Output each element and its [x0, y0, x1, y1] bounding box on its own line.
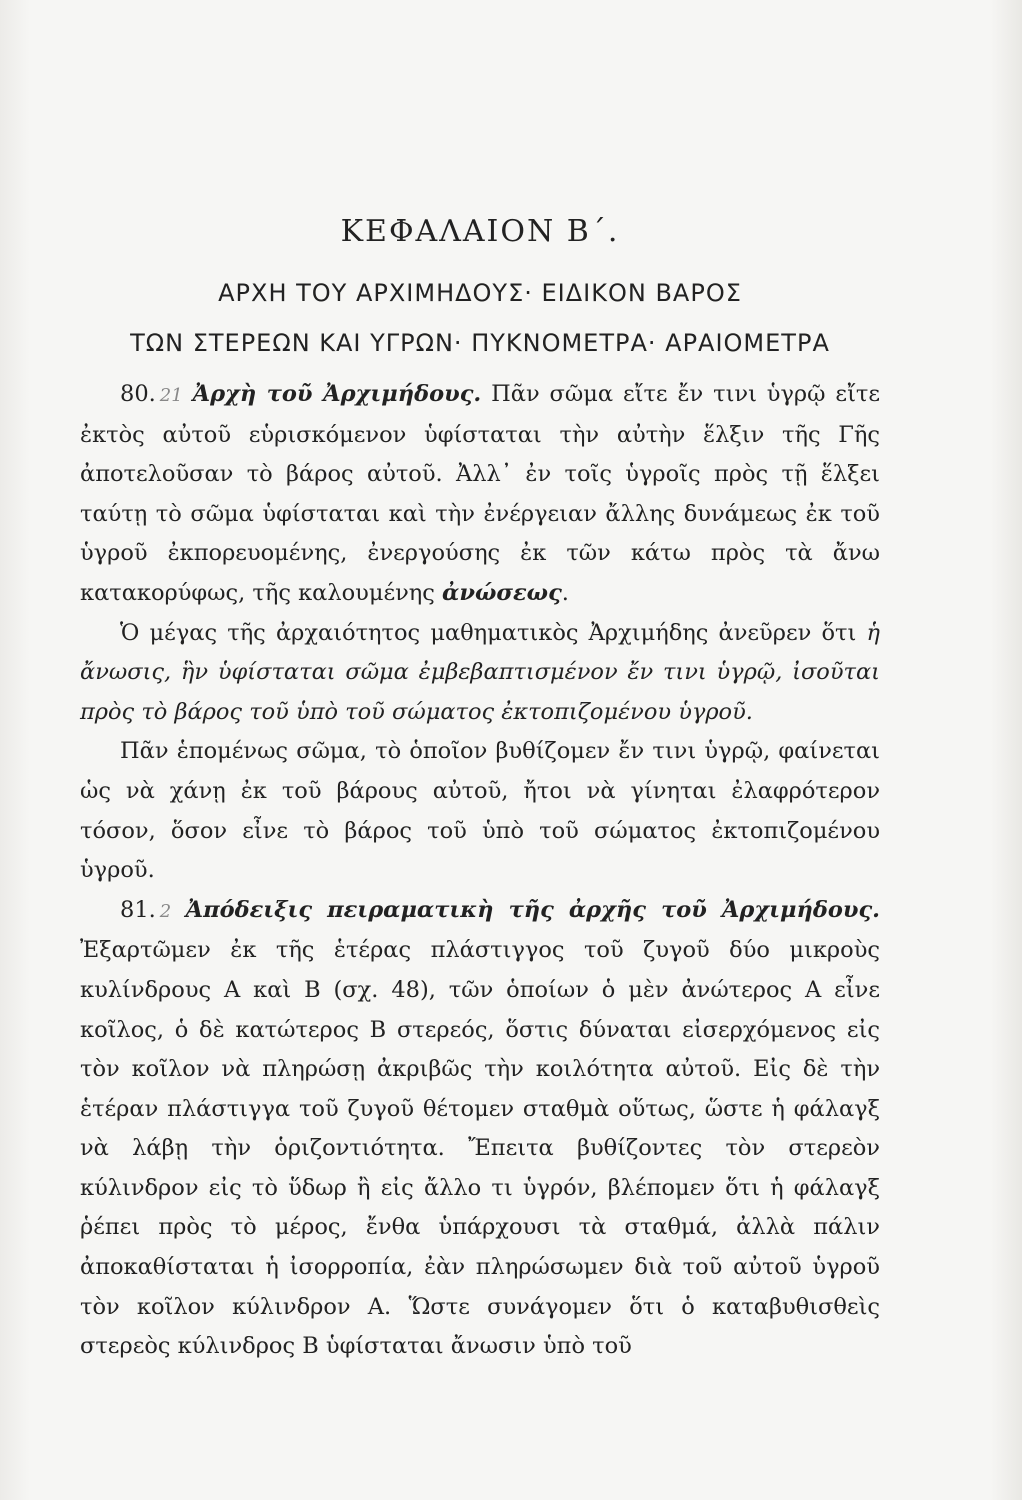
page-content — [80, 214, 880, 1367]
paragraph-text: Ἐξαρτῶμεν ἐκ τῆς ἑτέρας πλάστιγγος τοῦ ζυγοῦ δύο μικροὺς κυλίνδρους Α καὶ Β (σχ. 48), τῶν ὁποίων ὁ μὲν ἀνώτερος Α εἶνε κοῖλος, ὁ δὲ κατώτερος Β στερεός, ὅστις δύναται εἰσερχόμενος εἰς τὸν κοῖλον νὰ πληρώσῃ ἀκριβῶς τὴν κοιλότητα αὐτοῦ. Εἰς δὲ τὴν ἑτέραν πλάστιγγα τοῦ ζυγοῦ θέτομεν σταθμὰ οὕτως, ὥστε ἡ φάλαγξ νὰ λάβῃ τὴν ὁριζοντιότητα. Ἔπειτα βυθίζοντες τὸν στερεὸν κύλινδρον εἰς τὸ ὕδωρ ἢ εἰς ἄλλο τι ὑγρόν, βλέπομεν ὅτι ἡ φάλαγξ ῥέπει πρὸς τὸ μέρος, ἔνθα ὑπάρχουσι τὰ σταθμά, ἀλλὰ πάλιν ἀποκαθίσταται ἡ ἰσορροπία, ἐὰν πληρώσωμεν διὰ τοῦ αὐτοῦ ὑγροῦ τὸν κοῖλον κύλινδρον Α. Ὥστε συνάγομεν ὅτι ὁ καταβυθισθεὶς στερεὸς κύλινδρος Β ὑφίσταται ἄνωσιν ὑπὸ τοῦ — [80, 937, 880, 1360]
section-number: 80. — [120, 381, 156, 407]
law-statement: ἡ ἄνωσις, ἣν ὑφίσταται σῶμα ἐμβεβαπτισμένον ἔν τινι ὑγρῷ, ἰσοῦται πρὸς τὸ βάρος τοῦ ὑπὸ τοῦ σώματος ἐκτοπιζομένου ὑγροῦ. — [80, 619, 880, 725]
section-heading-line-1: ΑΡΧΗ ΤΟΥ ΑΡΧΙΜΗΔΟΥΣ· ΕΙΔΙΚΟΝ ΒΑΡΟΣ — [218, 279, 742, 307]
section-title: Ἀπόδειξις πειραματικὴ τῆς ἀρχῆς τοῦ Ἀρχιμήδους. — [185, 896, 880, 923]
term-emphasis: ἀνώσεως — [442, 579, 562, 606]
paragraph-text: Πᾶν σῶμα εἴτε ἔν τινι ὑγρῷ εἴτε ἐκτὸς αὐτοῦ εὑρισκόμενον ὑφίσταται τὴν αὐτὴν ἕλξιν τῆς Γῆς ἀποτελοῦσαν τὸ βάρος αὐτοῦ. Ἀλλ᾽ ἐν τοῖς ὑγροῖς πρὸς τῇ ἕλξει ταύτῃ τὸ σῶμα ὑφίσταται καὶ τὴν ἐνέργειαν ἄλλης δυνάμεως ἐκ τοῦ ὑγροῦ ἐκπορευομένης, ἐνεργούσης ἐκ τῶν κάτω πρὸς τὰ ἄνω κατακορύφως, τῆς καλουμένης — [80, 381, 881, 606]
section-number: 81. — [120, 896, 156, 923]
paragraph-text: Ὁ μέγας τῆς ἀρχαιότητος μαθηματικὸς Ἀρχιμήδης ἀνεῦρεν ὅτι — [120, 619, 857, 646]
paragraph-consequence: Πᾶν ἑπομένως σῶμα, τὸ ὁποῖον βυθίζομεν ἔν τινι ὑγρῷ, φαίνεται ὡς νὰ χάνῃ ἐκ τοῦ βάρους αὐτοῦ, ἤτοι νὰ γίνηται ἐλαφρότερον τόσον, ὅσον εἶνε τὸ βάρος τοῦ ὑπὸ τοῦ σώματος ἐκτοπιζομένου ὑγροῦ. — [80, 738, 880, 884]
margin-annotation: 21 — [159, 385, 183, 406]
punctuation: . — [561, 579, 569, 606]
paragraph-80 — [80, 375, 880, 614]
paragraph-archimedes-law — [80, 614, 880, 733]
paragraph-81 — [80, 891, 880, 1367]
section-heading-line-2: ΤΩΝ ΣΤΕΡΕΩΝ ΚΑΙ ΥΓΡΩΝ· ΠΥΚΝΟΜΕΤΡΑ· ΑΡΑΙΟΜΕΤΡΑ — [130, 329, 830, 357]
section-title: Ἀρχὴ τοῦ Ἀρχιμήδους. — [192, 381, 482, 407]
margin-annotation: 2 — [159, 900, 172, 922]
chapter-title: ΚΕΦΑΛΑΙΟΝ Β΄. — [340, 214, 620, 249]
